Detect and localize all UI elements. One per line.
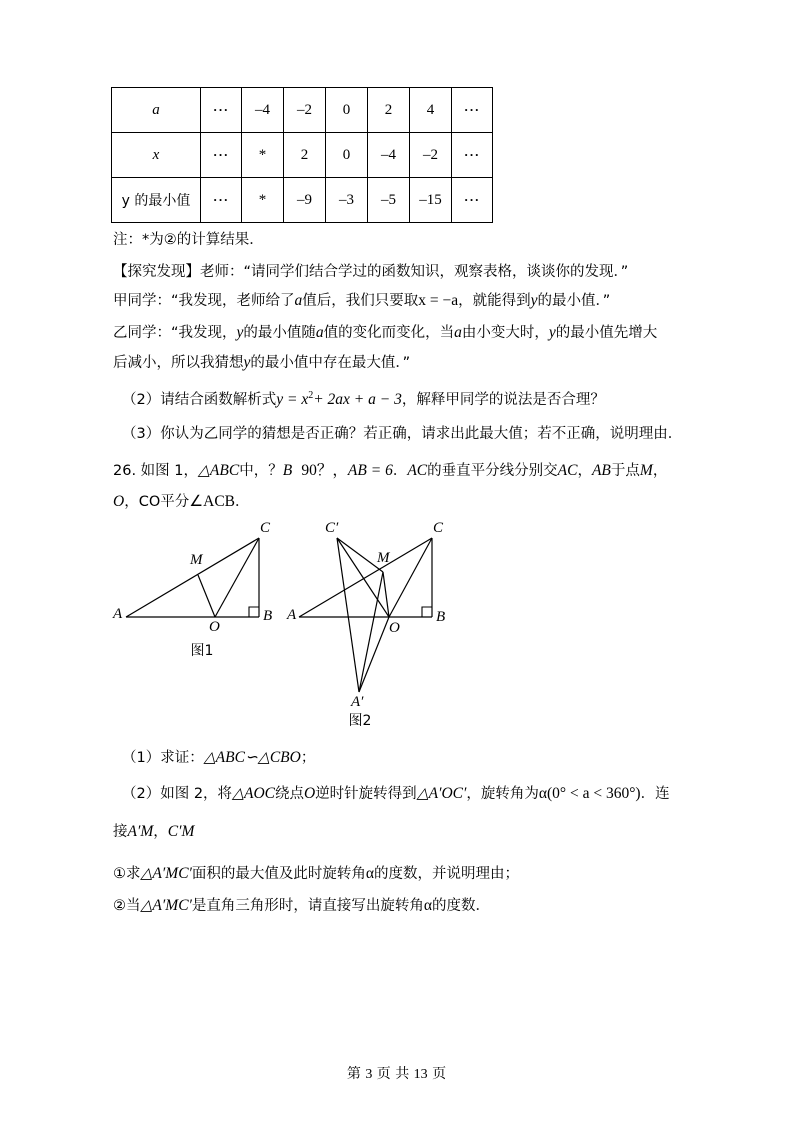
table-row <box>112 178 493 223</box>
q2-formula-lhs: y = x <box>276 391 309 409</box>
p26-subquestion-2 <box>113 896 490 917</box>
figure-1-drawing <box>110 520 285 650</box>
cell: –2 <box>410 133 452 178</box>
cell: ··· <box>201 133 242 178</box>
row-label-text: x <box>152 146 160 163</box>
sub1-text-a: ①求 <box>113 866 141 882</box>
yi-text-d: 由小变大时， <box>461 325 549 341</box>
cell: –3 <box>326 178 368 223</box>
p26-question-2-line2 <box>113 822 194 843</box>
right-angle-mark-B <box>422 607 432 617</box>
p26-ac-2: AC <box>557 462 578 479</box>
cell: –2 <box>284 88 326 133</box>
yi-text-e: 的最小值先增大 <box>555 325 658 341</box>
p26-point-m: M <box>639 462 653 479</box>
p26q2-triangle-aocprime: △A′OC′ <box>416 785 467 802</box>
yi-text-a: 乙同学：“我发现， <box>113 325 237 341</box>
explore-heading-line: 【探究发现】老师：“请同学们结合学过的函数知识，观察表格，谈谈你的发现．” <box>113 264 629 280</box>
footer-prefix: 第 <box>346 1066 361 1082</box>
cell: ··· <box>452 178 493 223</box>
p26-subquestion-1 <box>113 864 519 885</box>
student-yi-statement-line2 <box>113 353 410 374</box>
values-table <box>111 87 493 223</box>
figure-2-label-Cprime: C′ <box>325 520 339 536</box>
figure-1-caption: 图1 <box>190 643 214 659</box>
p26-text-g: 于点 <box>610 463 640 479</box>
table-note: 注：*为②的计算结果． <box>113 232 264 248</box>
p26-ab-value: AB = 6 <box>347 462 393 479</box>
figure-2 <box>285 520 460 735</box>
p26-ab-2: AB <box>591 462 611 479</box>
footer-middle: 页 共 <box>376 1066 410 1082</box>
jia-equation: x = −a <box>418 292 459 309</box>
cell: 2 <box>284 133 326 178</box>
p26q2-text-b: 绕点 <box>274 786 304 802</box>
p26q2-text-e: ．连 <box>640 786 670 802</box>
table-row <box>112 133 493 178</box>
p26-question-1 <box>122 748 315 769</box>
footer-page-number: 3 <box>365 1067 373 1082</box>
q2-text-a: （2）请结合函数解析式 <box>122 392 277 409</box>
p26-text-a: 26. 如图 1， <box>113 463 199 479</box>
sub2-triangle: △A′MC′ <box>140 897 192 914</box>
figure-1-label-C: C <box>260 520 271 536</box>
p26q2l2-text-b: ， <box>153 824 168 840</box>
p26-text-e: 的垂直平分线分别交 <box>427 463 558 479</box>
segment-AC <box>126 538 259 617</box>
sub1-text-c: 的度数，并说明理由； <box>374 866 520 882</box>
row-label-x <box>112 133 201 178</box>
p26-ac: AC <box>407 462 428 479</box>
segment-MO <box>198 575 215 617</box>
q2-text-b: ，解释甲同学的说法是否合理？ <box>401 392 605 409</box>
right-angle-mark-B <box>249 607 259 617</box>
segment-AC <box>299 538 432 617</box>
cell: ··· <box>452 133 493 178</box>
yi-var-a1: a <box>315 324 324 341</box>
cell: 0 <box>326 133 368 178</box>
cell: –9 <box>284 178 326 223</box>
jia-var-y: y <box>530 292 538 309</box>
cell: 2 <box>368 88 410 133</box>
footer-total-pages: 13 <box>413 1067 428 1082</box>
p26q1-text-b: ； <box>300 750 316 766</box>
problem-26-line1 <box>113 461 667 482</box>
figure-1-label-M: M <box>190 552 203 568</box>
segment-OC <box>389 538 432 617</box>
figure-2-caption: 图2 <box>348 713 372 729</box>
p26-text-c: 90？， <box>301 462 348 479</box>
yi-text-b: 的最小值随 <box>243 325 316 341</box>
segment-AprimeCprime <box>337 538 359 692</box>
p26-question-2-line1 <box>122 784 670 805</box>
p26-text-h: ， <box>652 463 668 479</box>
sub2-text-c: 的度数． <box>432 898 491 914</box>
p26q1-similarity: △ABC∽△CBO <box>203 749 301 766</box>
row-label-text: a <box>152 101 160 118</box>
yi-var-y1: y <box>236 324 244 341</box>
footer-suffix: 页 <box>432 1066 447 1082</box>
p26l2-text-a: ，CO平分 <box>124 494 190 510</box>
cell: ··· <box>452 88 493 133</box>
p26q2-text-a: （2）如图 2，将 <box>122 786 233 802</box>
row-label-a <box>112 88 201 133</box>
yi-text-c: 值的变化而变化，当 <box>323 325 455 341</box>
figure-2-label-A: A <box>287 607 297 623</box>
row-label-ymin <box>112 178 201 223</box>
figure-2-label-O: O <box>389 620 400 636</box>
cell: –15 <box>410 178 452 223</box>
p26q2-text-c: 逆时针旋转得到 <box>315 786 417 802</box>
p26-triangle-abc: △ABC <box>198 462 240 479</box>
problem-26-line2 <box>113 492 250 513</box>
jia-text-d: 的最小值．” <box>537 293 611 309</box>
figure-1-label-A: A <box>113 606 123 622</box>
jia-var-a: a <box>294 292 303 309</box>
figure-2-label-B: B <box>436 609 446 625</box>
cell: * <box>242 178 284 223</box>
yi2-text-b: 的最小值中存在最大值．” <box>250 355 411 371</box>
page-footer <box>0 1063 793 1083</box>
cell: * <box>242 133 284 178</box>
figure-2-label-M: M <box>377 550 390 566</box>
cell: –5 <box>368 178 410 223</box>
data-table-container <box>111 87 493 223</box>
table-row <box>112 88 493 133</box>
figure-1 <box>110 520 285 670</box>
q2-formula-exponent: 2 <box>308 390 314 401</box>
p26q2-segment-am: A′M <box>127 823 154 840</box>
cell: 0 <box>326 88 368 133</box>
question-2 <box>122 389 605 411</box>
yi-var-a2: a <box>454 324 462 341</box>
sub1-text-b: 面积的最大值及此时旋转角 <box>191 866 366 882</box>
row-label-text: y 的最小值 <box>121 193 191 209</box>
sub2-alpha: α <box>423 897 433 914</box>
cell: –4 <box>242 88 284 133</box>
jia-text-a: 甲同学：“我发现，老师给了 <box>113 293 295 309</box>
p26q2-triangle-aoc: △AOC <box>232 785 275 802</box>
p26q2-point-o: O <box>303 785 316 802</box>
cell: ··· <box>201 178 242 223</box>
figure-2-label-Aprime: A′ <box>351 694 364 710</box>
p26q2-segment-cm: C′M <box>167 823 195 840</box>
figure-2-label-C: C <box>433 520 444 536</box>
segment-OAprime <box>359 617 389 692</box>
p26q1-text-a: （1）求证： <box>122 750 204 766</box>
figure-1-label-O: O <box>209 619 220 635</box>
p26-text-b: 中，？ <box>239 463 283 479</box>
sub1-alpha: α <box>365 865 375 882</box>
yi2-text-a: 后减小，所以我猜想 <box>113 355 244 371</box>
jia-text-c: ，就能得到 <box>458 293 531 309</box>
yi-var-y2: y <box>548 324 556 341</box>
question-3: （3）你认为乙同学的猜想是否正确？若正确，请求出此最大值；若不正确，说明理由． <box>122 426 683 442</box>
segment-OC <box>215 538 259 617</box>
cell: 4 <box>410 88 452 133</box>
q2-formula <box>276 391 402 408</box>
student-yi-statement-line1 <box>113 323 657 344</box>
cell: ··· <box>201 88 242 133</box>
q2-formula-rhs: + 2ax + a − 3 <box>313 391 402 409</box>
student-jia-statement <box>113 291 610 312</box>
p26-angle-b: B <box>282 462 293 479</box>
p26q2l2-text-a: 接 <box>113 824 128 840</box>
p26q2-alpha-range: α(0° < a < 360°) <box>538 785 641 802</box>
p26l2-text-b: ． <box>235 494 250 510</box>
p26-point-o: O <box>113 493 125 510</box>
p26-text-f: ， <box>577 463 592 479</box>
yi2-var-y: y <box>243 354 251 371</box>
p26q2-text-d: ，旋转角为 <box>466 786 539 802</box>
cell: –4 <box>368 133 410 178</box>
figure-1-label-B: B <box>263 608 273 624</box>
p26-text-d: ． <box>392 463 408 479</box>
figure-2-drawing <box>285 520 460 720</box>
sub2-text-b: 是直角三角形时，请直接写出旋转角 <box>191 898 424 914</box>
sub2-text-a: ②当 <box>113 898 141 914</box>
jia-text-b: 值后，我们只要取 <box>302 293 419 309</box>
p26-angle-acb: ∠ACB <box>189 493 236 510</box>
sub1-triangle: △A′MC′ <box>140 865 192 882</box>
